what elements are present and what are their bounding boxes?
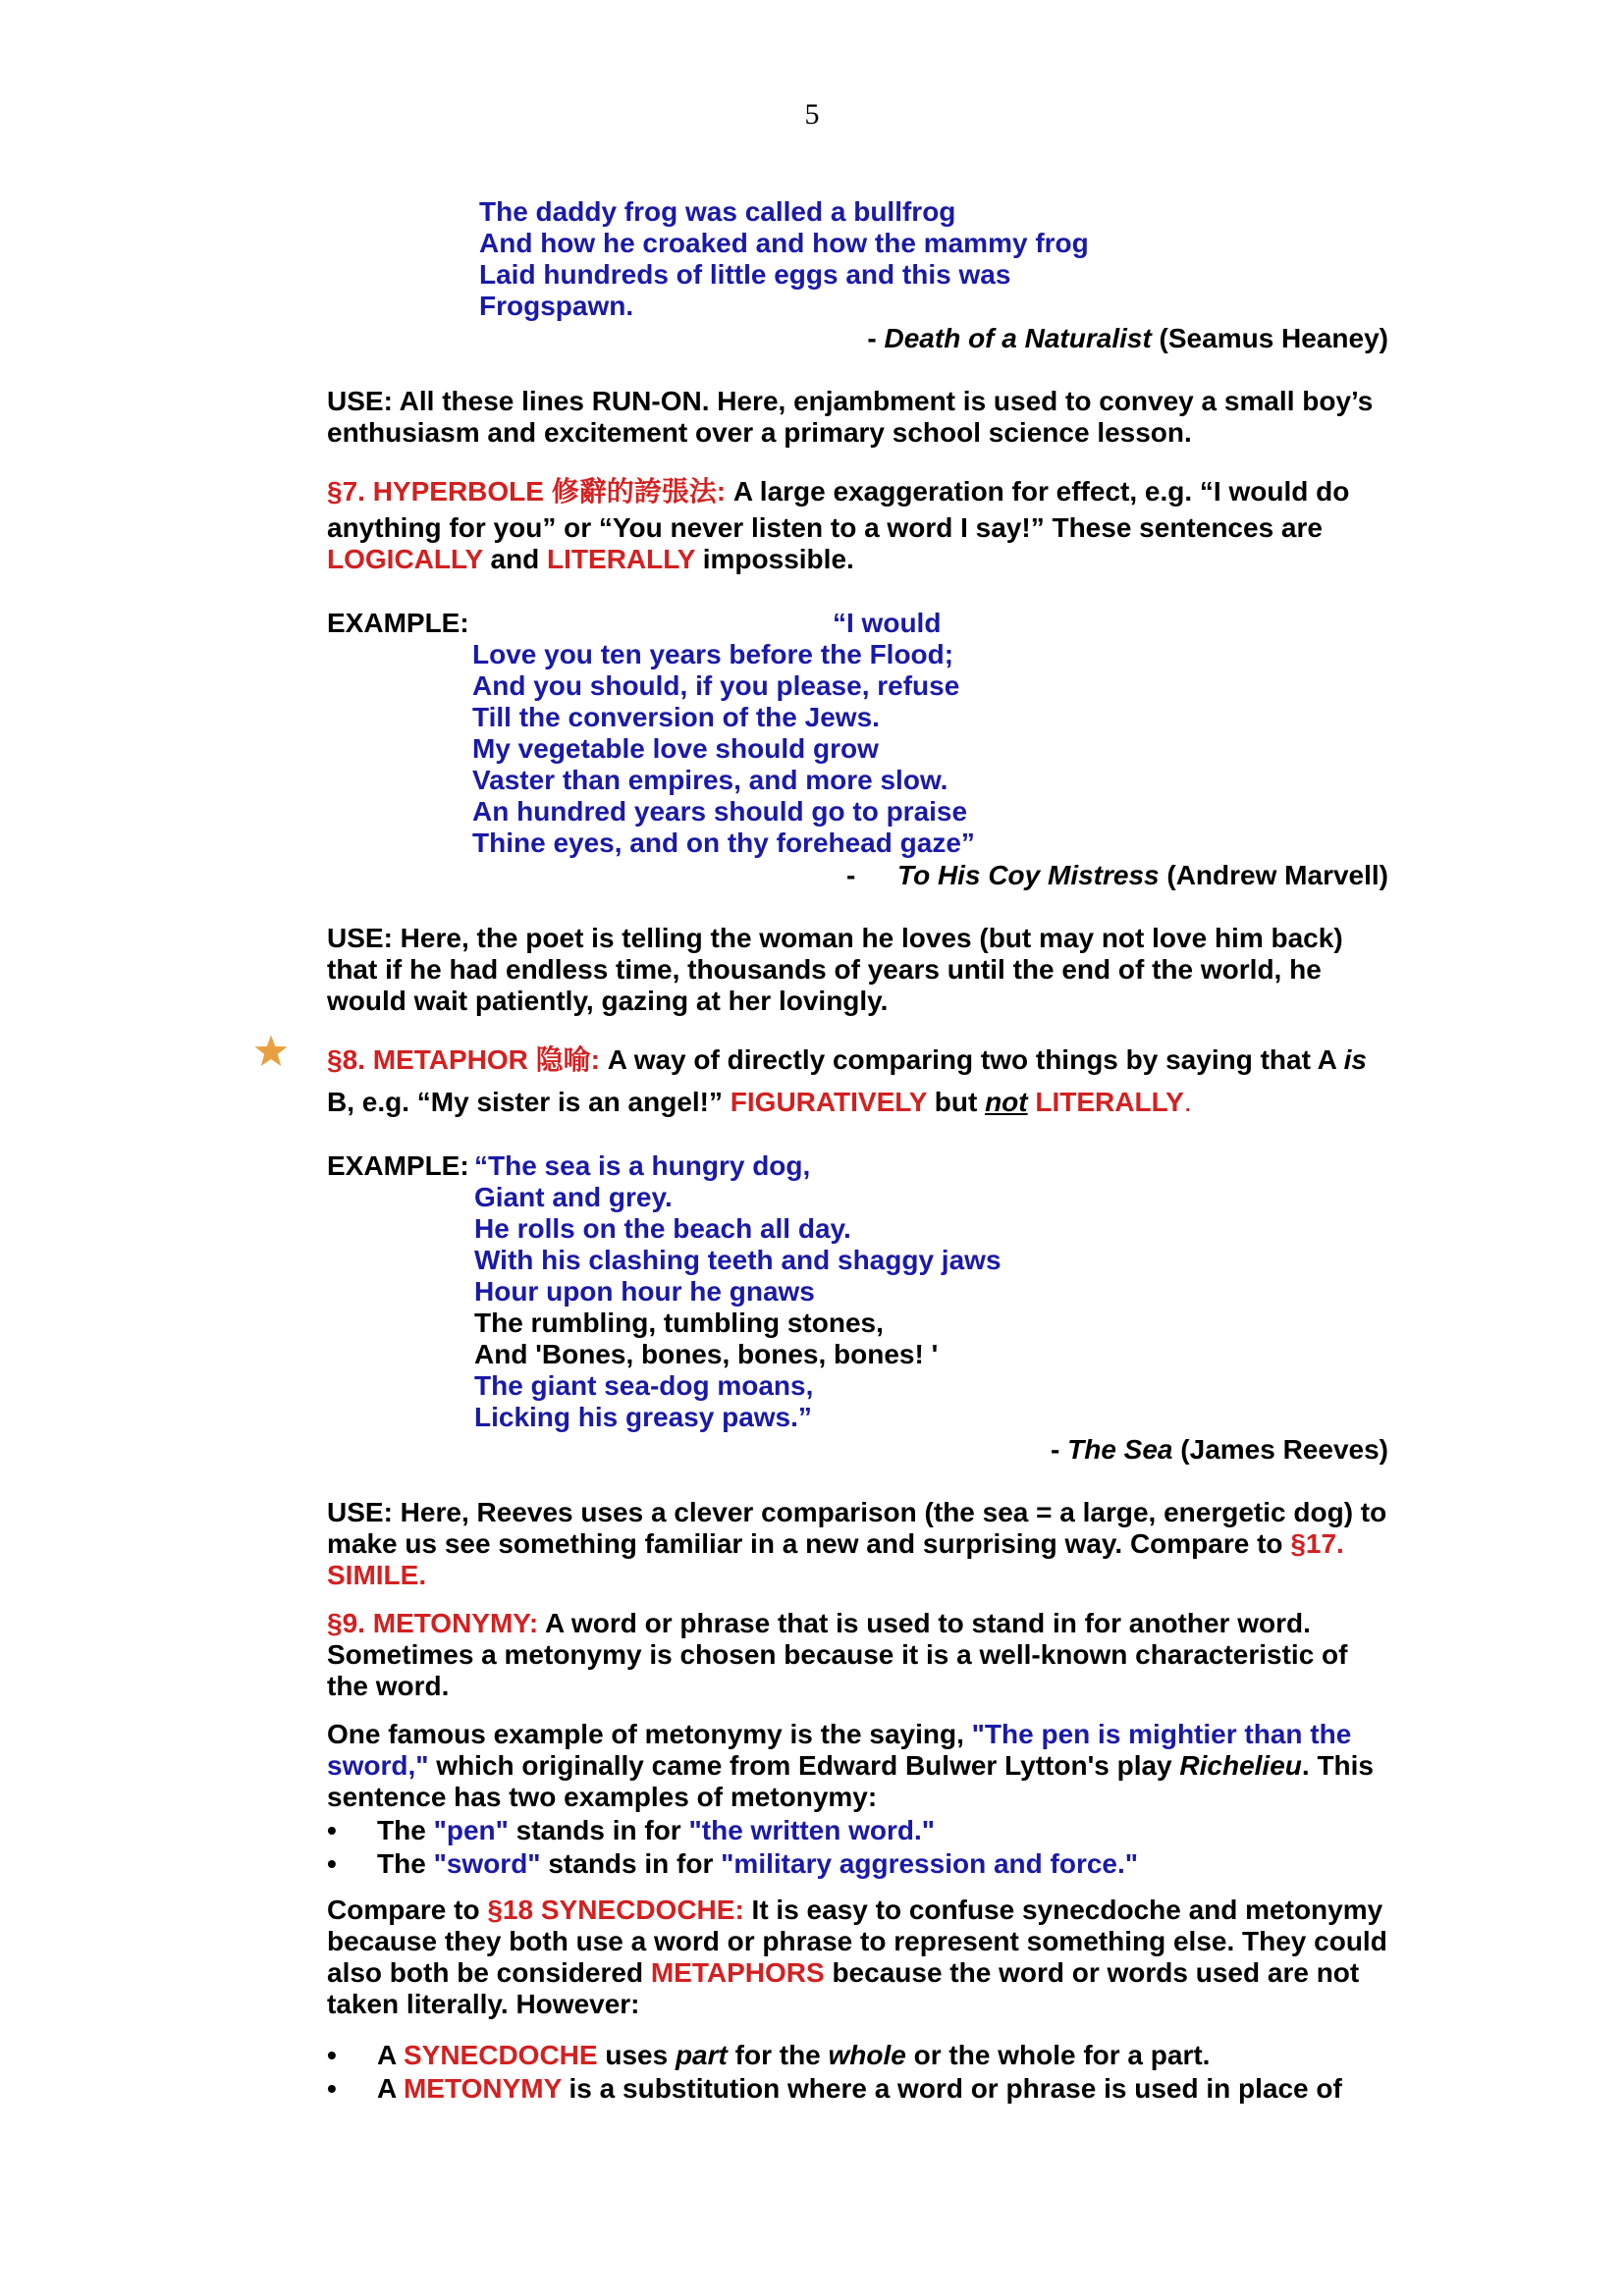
example8-line-7: And 'Bones, bones, bones, bones! ' (474, 1339, 939, 1369)
example7-line-7: Thine eyes, and on thy forehead gaze” (472, 828, 975, 858)
example7-first: “I would (833, 608, 942, 638)
use2-line-1: USE: Here, the poet is telling the woman he loves (but may not love him back) (327, 923, 1343, 953)
example8-line-4: With his clashing teeth and shaggy jaws (474, 1245, 1001, 1275)
frog-poem-line-2: And how he croaked and how the mammy frog (479, 228, 1089, 258)
s9-line-3: the word. (327, 1671, 450, 1701)
example8-line-8: The giant sea-dog moans, (474, 1370, 814, 1401)
use2-line-3: would wait patiently, gazing at her lovingly. (327, 986, 889, 1016)
s9-line-2: Sometimes a metonymy is chosen because it is a well-known characteristic of (327, 1639, 1348, 1670)
famous-line-2: sword," which originally came from Edward Bulwer Lytton's play Richelieu. This (327, 1750, 1375, 1781)
use-label: USE: (327, 386, 393, 416)
bullet-dot: • (327, 1815, 337, 1845)
use3-line-3: SIMILE. (327, 1560, 427, 1590)
compare-line-3: also both be considered METAPHORS because the word or words used are not (327, 1957, 1360, 1988)
use3-line-2: make us see something familiar in a new and surprising way. Compare to §17. (327, 1528, 1344, 1559)
example7-line-5: Vaster than empires, and more slow. (472, 765, 948, 795)
frog-poem-line-4: Frogspawn. (479, 291, 634, 321)
list-item: The "sword" stands in for "military aggression and force." (377, 1848, 1139, 1879)
example7-line-6: An hundred years should go to praise (472, 796, 968, 827)
example8-line-3: He rolls on the beach all day. (474, 1213, 851, 1244)
compare-line-2: because they both use a word or phrase to represent something else. They could (327, 1926, 1387, 1956)
list-item: A METONYMY is a substitution where a word or phrase is used in place of (377, 2073, 1342, 2104)
section-heading-metonymy: §9. METONYMY: (327, 1608, 539, 1638)
compare-line-1: Compare to §18 SYNECDOCHE: It is easy to confuse synecdoche and metonymy (327, 1895, 1383, 1925)
example7-label: EXAMPLE: (327, 608, 469, 638)
s9-line-1: §9. METONYMY: A word or phrase that is used to stand in for another word. (327, 1608, 1311, 1638)
bullet-dot: • (327, 1848, 337, 1879)
example8-label: EXAMPLE: (327, 1150, 469, 1181)
use-label: USE: (327, 923, 393, 953)
example7-line-1: Love you ten years before the Flood; (472, 639, 954, 669)
section-heading-hyperbole: §7. HYPERBOLE 修辭的誇張法: (327, 476, 727, 507)
poem-title: The Sea (1067, 1434, 1173, 1465)
list-item: The "pen" stands in for "the written word." (377, 1815, 936, 1845)
use3-line-1: USE: Here, Reeves uses a clever comparison (the sea = a large, energetic dog) to (327, 1497, 1387, 1527)
example8-attribution: - The Sea (James Reeves) (1051, 1434, 1388, 1465)
s7-line-2: anything for you” or “You never listen to a word I say!” These sentences are (327, 512, 1323, 543)
frog-poem-line-3: Laid hundreds of little eggs and this was (479, 259, 1011, 290)
page-number: 5 (804, 98, 820, 131)
example7-attribution: To His Coy Mistress (Andrew Marvell) (897, 860, 1388, 890)
bullet-dot: • (327, 2040, 337, 2070)
list-item: A SYNECDOCHE uses part for the whole or the whole for a part. (377, 2040, 1211, 2070)
example8-line-9: Licking his greasy paws.” (474, 1402, 812, 1432)
example7-line-3: Till the conversion of the Jews. (472, 702, 880, 732)
s7-line-1: §7. HYPERBOLE 修辭的誇張法: A large exaggeration for effect, e.g. “I would do (327, 476, 1350, 507)
famous-line-1: One famous example of metonymy is the saying, "The pen is mightier than the (327, 1719, 1352, 1749)
use1-line-2: enthusiasm and excitement over a primary school science lesson. (327, 417, 1192, 448)
star-icon (253, 1034, 289, 1069)
famous-line-3: sentence has two examples of metonymy: (327, 1782, 878, 1812)
s8-line-1: §8. METAPHOR 隐喻: A way of directly comparing two things by saying that A is (327, 1044, 1367, 1075)
poem-title: To His Coy Mistress (897, 860, 1160, 890)
s7-line-3: LOGICALLY and LITERALLY impossible. (327, 544, 854, 574)
example7-line-2: And you should, if you please, refuse (472, 670, 960, 701)
use2-line-2: that if he had endless time, thousands of years until the end of the world, he (327, 954, 1322, 985)
example8-line-1: “The sea is a hungry dog, (474, 1150, 811, 1181)
use1-line-1: USE: All these lines RUN-ON. Here, enjambment is used to convey a small boy’s (327, 386, 1374, 416)
example7-line-4: My vegetable love should grow (472, 733, 879, 764)
s8-line-2: B, e.g. “My sister is an angel!” FIGURATIVELY but not LITERALLY. (327, 1087, 1192, 1117)
poem-title: Death of a Naturalist (884, 323, 1152, 353)
example8-line-6: The rumbling, tumbling stones, (474, 1308, 884, 1338)
example8-line-2: Giant and grey. (474, 1182, 673, 1212)
frog-poem-attribution: - Death of a Naturalist (Seamus Heaney) (867, 323, 1388, 353)
example7-dash: - (846, 860, 856, 890)
compare-line-4: taken literally. However: (327, 1989, 640, 2019)
example8-line-5: Hour upon hour he gnaws (474, 1276, 815, 1307)
bullet-dot: • (327, 2073, 337, 2104)
section-heading-metaphor: §8. METAPHOR 隐喻: (327, 1044, 600, 1075)
frog-poem-line-1: The daddy frog was called a bullfrog (479, 196, 956, 227)
use-label: USE: (327, 1497, 393, 1527)
